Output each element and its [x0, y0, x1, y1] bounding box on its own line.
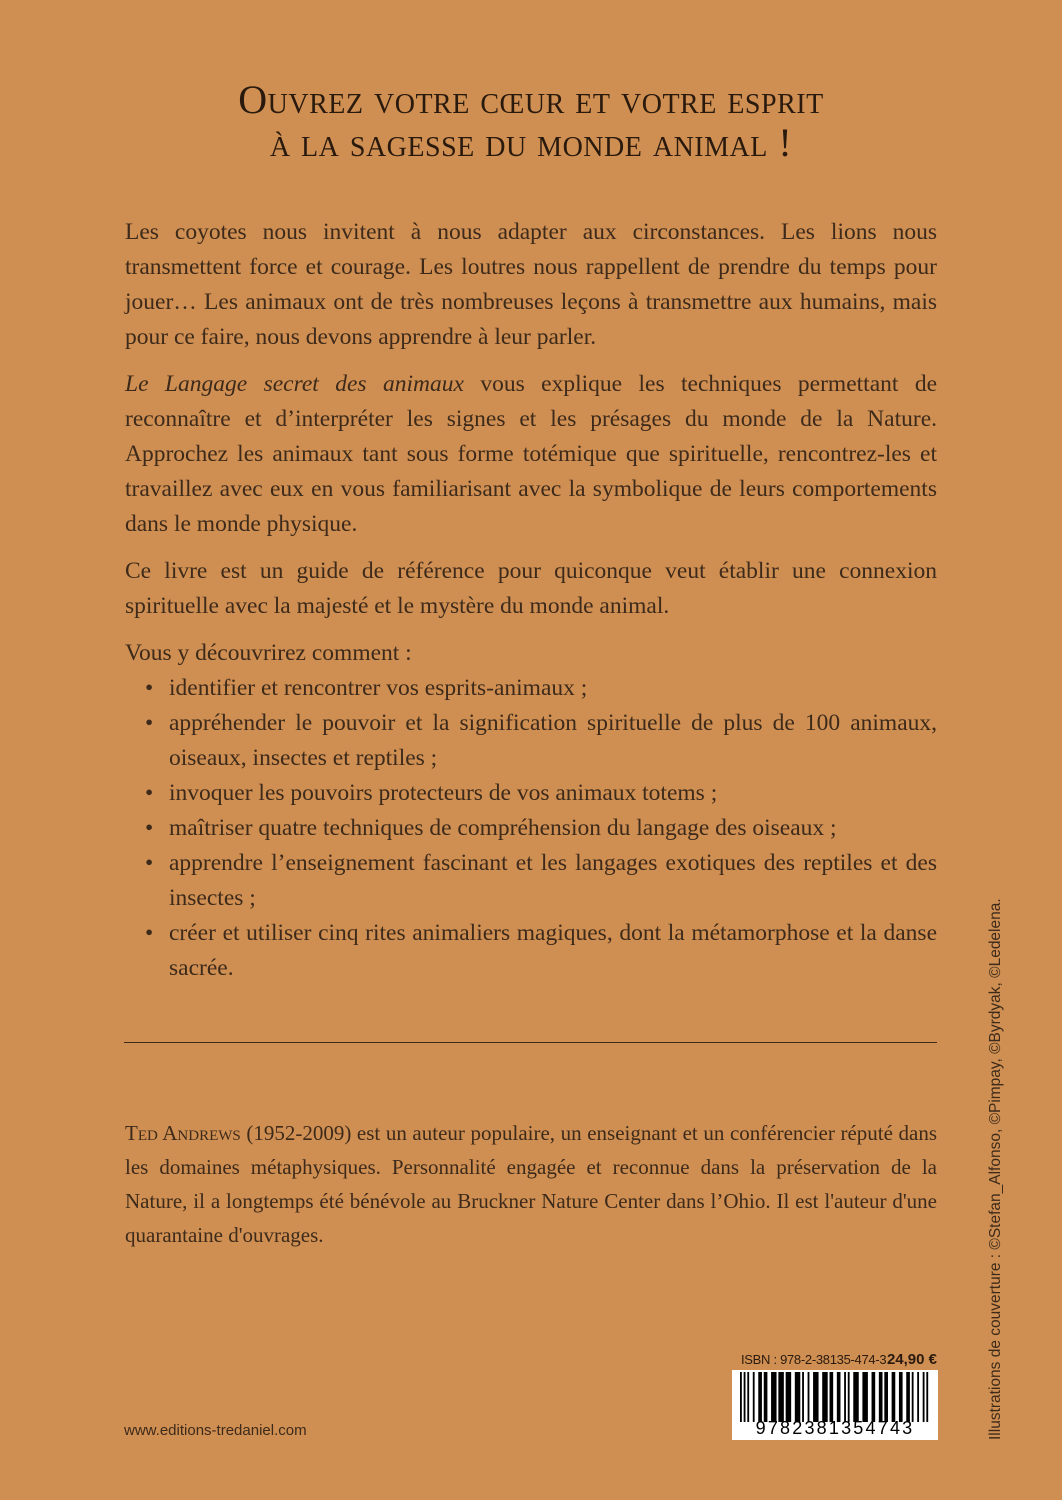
author-bio-text: (1952-2009) est un auteur populaire, un enseignant et un conférencier réputé dans les domaines métaphysiques. Personnalité engagée et reconnue dans la préservation de la Nature, il a longtemps été bénévole au Bruckner Nature Center dans l’Ohio. Il est l'auteur d'une quarantaine d'ouvrages. — [125, 1121, 938, 1247]
barcode-bar — [764, 1372, 768, 1422]
barcode-bar — [906, 1372, 910, 1422]
barcode-bar — [926, 1372, 928, 1422]
paragraph-book-description — [125, 367, 937, 542]
author-bio — [125, 1116, 937, 1252]
blurb — [125, 215, 937, 986]
barcode-bar — [795, 1372, 800, 1422]
barcode-bar — [830, 1372, 834, 1422]
barcode-bar — [802, 1372, 804, 1422]
discoveries-list — [125, 671, 937, 986]
barcode-bar — [912, 1372, 914, 1422]
barcode-bar — [808, 1372, 810, 1422]
price: 24,90 € — [886, 1351, 937, 1368]
barcode — [732, 1370, 938, 1440]
barcode-bar — [899, 1372, 903, 1422]
list-item: • appréhender le pouvoir et la signification spirituelle de plus de 100 animaux, oiseaux, insectes et reptiles ; — [145, 706, 937, 776]
barcode-bar — [853, 1372, 858, 1422]
paragraph-guide: Ce livre est un guide de référence pour quiconque veut établir une connexion spirituelle avec la majesté et le mystère du monde animal. — [125, 558, 937, 619]
barcode-bar — [813, 1372, 818, 1422]
barcode-bar — [786, 1372, 791, 1422]
isbn: ISBN : 978-2-38135-474-3 — [741, 1352, 887, 1367]
barcode-bars — [732, 1370, 938, 1422]
list-item: • invoquer les pouvoirs protecteurs de vos animaux totems ; — [145, 776, 937, 811]
barcode-bar — [872, 1372, 876, 1422]
book-title: Le Langage secret des animaux — [125, 371, 464, 397]
list-item: • créer et utiliser cinq rites animaliers magiques, dont la métamorphose et la danse sacrée. — [145, 916, 937, 986]
paragraph-intro: Les coyotes nous invitent à nous adapter aux circonstances. Les lions nous transmettent force et courage. Les loutres nous rappellent de prendre du temps pour jouer… Les animaux ont de très nombreuses leçons à transmettre aux humains, mais pour ce faire, nous devons apprendre à leur parler. — [125, 219, 937, 350]
barcode-bar — [771, 1372, 776, 1422]
list-item: • apprendre l’enseignement fascinant et les langages exotiques des reptiles et des insectes ; — [145, 846, 937, 916]
barcode-bar — [740, 1372, 742, 1422]
barcode-bar — [758, 1372, 762, 1422]
barcode-bar — [879, 1372, 883, 1422]
section-divider — [124, 1042, 937, 1043]
barcode-bar — [837, 1372, 841, 1422]
publisher-website: www.editions-tredaniel.com — [124, 1422, 307, 1439]
barcode-bar — [917, 1372, 919, 1422]
barcode-digits: 9782381354743 — [755, 1418, 915, 1438]
barcode-bar — [848, 1372, 850, 1422]
isbn-price-line — [741, 1351, 937, 1368]
paragraph-book-description-text: vous explique les techniques permettant de reconnaître et d’interpréter les signes et les présages du monde de la Nature. Approchez les animaux tant sous forme totémique que spirituelle, rencontrez-les et travaillez avec eux en vous familiarisant avec la symbolique de leurs comportements dans le monde physique. — [125, 371, 938, 537]
barcode-bar — [892, 1372, 896, 1422]
list-item: • maîtriser quatre techniques de compréhension du langage des oiseaux ; — [145, 811, 937, 846]
barcode-bar — [923, 1372, 925, 1422]
barcode-bar — [778, 1372, 783, 1422]
headline-line-2: à la sagesse du monde animal ! — [269, 120, 793, 165]
list-item: • identifier et rencontrer vos esprits-animaux ; — [145, 671, 937, 706]
headline-line-1: Ouvrez votre cœur et votre esprit — [238, 77, 824, 122]
cover-credits: Illustrations de couverture : ©Stefan_Alfonso, ©Pimpay, ©Byrdyak, ©Ledelena. — [987, 898, 1004, 1440]
barcode-bar — [884, 1372, 888, 1422]
barcode-bar — [753, 1372, 755, 1422]
barcode-bar — [844, 1372, 846, 1422]
barcode-bar — [822, 1372, 827, 1422]
barcode-bar — [862, 1372, 867, 1422]
list-intro: Vous y découvrirez comment : — [125, 640, 412, 666]
barcode-bar — [747, 1372, 749, 1422]
author-name: Ted Andrews — [125, 1121, 241, 1145]
headline — [0, 78, 1062, 164]
barcode-bar — [744, 1372, 746, 1422]
